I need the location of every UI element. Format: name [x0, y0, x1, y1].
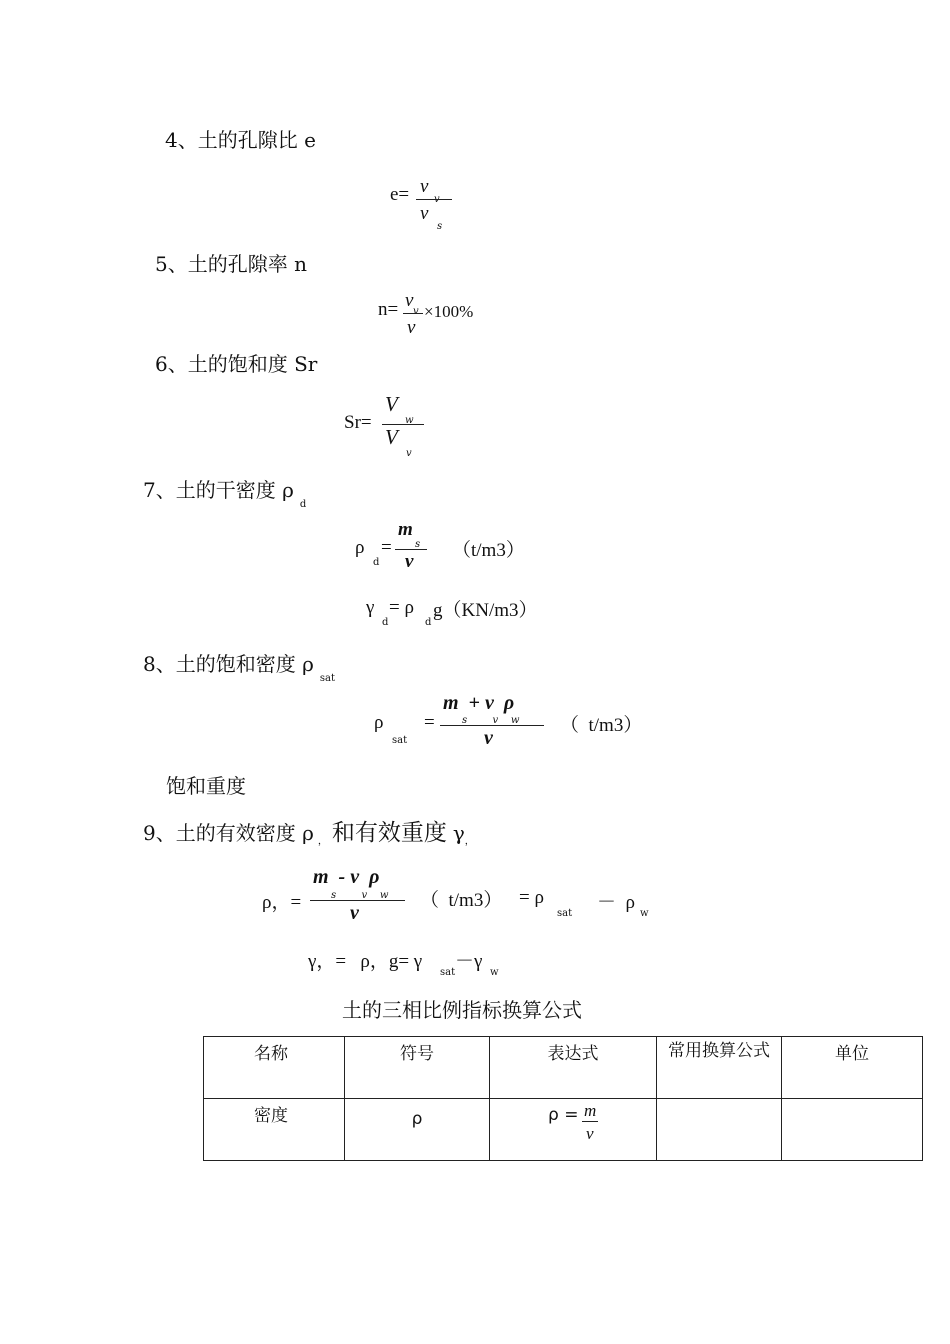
header-unit: 单位 [782, 1037, 923, 1099]
heading-void-ratio: 4、土的孔隙比 e [165, 128, 316, 152]
conversion-table [203, 1036, 923, 1161]
header-symbol: 符号 [345, 1037, 490, 1099]
table-row [204, 1099, 923, 1161]
header-name: 名称 [204, 1037, 345, 1099]
cell-unit [782, 1099, 923, 1161]
table-title: 土的三相比例指标换算公式 [342, 998, 582, 1022]
cell-formula [657, 1099, 782, 1161]
cell-name: 密度 [204, 1099, 345, 1161]
heading-dry-density: 7、土的干密度 $\rho_d$ [143, 478, 307, 510]
heading-porosity: 5、土的孔隙率 n [155, 252, 307, 276]
cell-expression: ρ = m v [490, 1099, 657, 1161]
label-saturated-unit-weight: 饱和重度 [166, 774, 246, 798]
table-header-row [204, 1037, 923, 1099]
heading-effective-density: 9、土的有效密度 ρ $_,$ 和有效重度 $\gamma_,$ [143, 820, 475, 847]
header-formula: 常用换算公式 [657, 1037, 782, 1099]
heading-saturation: 6、土的饱和度 Sr [155, 352, 318, 376]
heading-saturated-density: 8、土的饱和密度 $\rho_{sat}$ [143, 652, 335, 684]
header-expression: 表达式 [490, 1037, 657, 1099]
cell-symbol: ρ [345, 1099, 490, 1161]
